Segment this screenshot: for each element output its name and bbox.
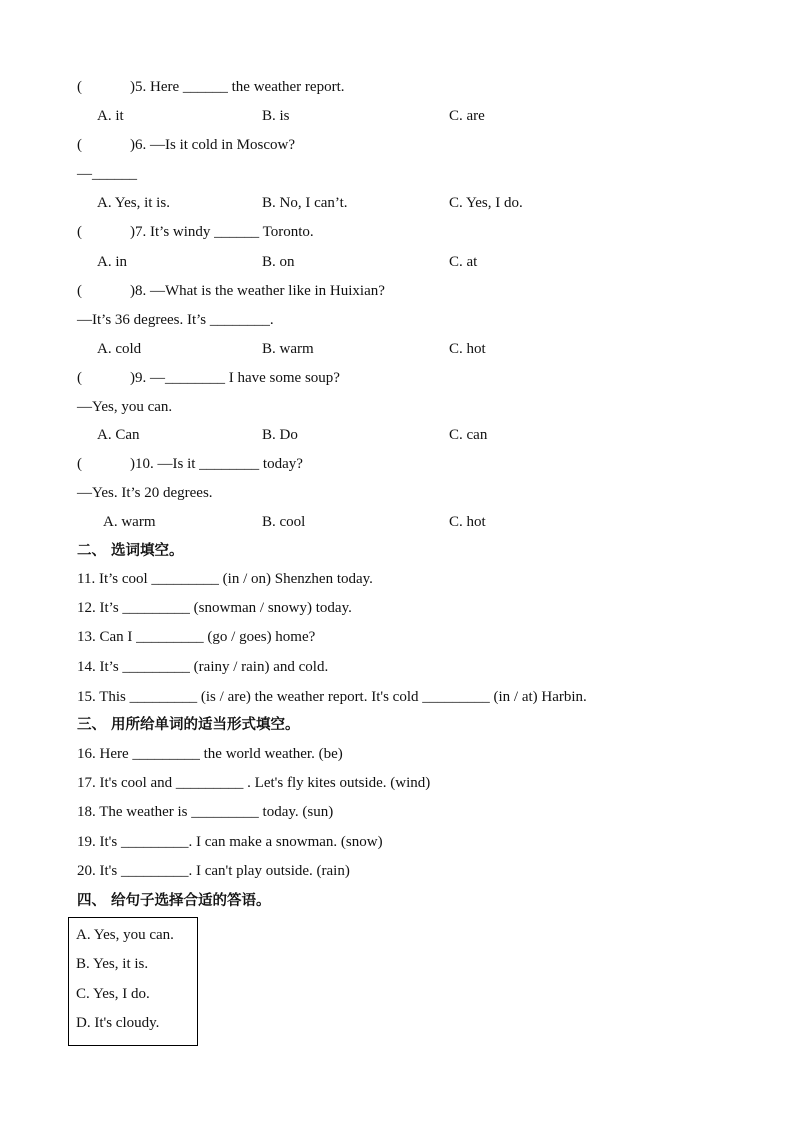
fill-item-text: 16. Here _________ the world weather. (be) (77, 746, 343, 762)
fill-item-15 (0, 687, 800, 707)
fill-item-text: 19. It's _________. I can make a snowman. (snow) (77, 834, 383, 850)
fill-item-13 (0, 627, 800, 647)
fill-item-16 (0, 744, 800, 764)
follow-line (0, 397, 800, 417)
option-c: C. can (449, 427, 488, 443)
options-row (0, 339, 800, 359)
question-text: )5. Here ______ the weather report. (130, 79, 345, 95)
option-a: A. it (97, 108, 124, 124)
answer-bracket: ( (77, 224, 82, 240)
box-option-b (0, 954, 800, 974)
section-2-heading (0, 541, 800, 561)
fill-item-text: 12. It’s _________ (snowman / snowy) today. (77, 600, 352, 616)
section-3-heading (0, 715, 800, 735)
option-c: C. at (449, 254, 478, 270)
fill-item-text: 17. It's cool and _________ . Let's fly kites outside. (wind) (77, 775, 431, 791)
fill-item-11 (0, 569, 800, 589)
option-a: A. warm (103, 514, 156, 530)
fill-item-19 (0, 832, 800, 852)
answer-bracket: ( (77, 137, 82, 153)
fill-item-text: 11. It’s cool _________ (in / on) Shenzhen today. (77, 571, 373, 587)
box-option-text: D. It's cloudy. (76, 1015, 160, 1031)
question-text: )8. —What is the weather like in Huixian? (130, 283, 385, 299)
answer-bracket: ( (77, 283, 82, 299)
option-a: A. in (97, 254, 127, 270)
box-option-text: B. Yes, it is. (76, 956, 149, 972)
follow-text: —Yes. It’s 20 degrees. (77, 485, 213, 501)
fill-item-20 (0, 861, 800, 881)
option-c: C. are (449, 108, 485, 124)
option-c: C. Yes, I do. (449, 195, 523, 211)
fill-item-text: 13. Can I _________ (go / goes) home? (77, 629, 316, 645)
fill-item-12 (0, 598, 800, 618)
fill-item-text: 14. It’s _________ (rainy / rain) and cold. (77, 659, 329, 675)
options-row (0, 193, 800, 213)
follow-text: —Yes, you can. (77, 399, 173, 415)
fill-item-text: 20. It's _________. I can't play outside. (rain) (77, 863, 350, 879)
question-5 (0, 77, 800, 97)
question-text: )6. —Is it cold in Moscow? (130, 137, 295, 153)
answer-bracket: ( (77, 370, 82, 386)
question-9 (0, 368, 800, 388)
box-option-text: A. Yes, you can. (76, 927, 174, 943)
follow-line (0, 164, 800, 184)
option-b: B. warm (262, 341, 314, 357)
fill-item-14 (0, 657, 800, 677)
follow-text: —______ (77, 166, 137, 182)
section-heading: 三、 用所给单词的适当形式填空。 (77, 717, 300, 733)
option-c: C. hot (449, 514, 486, 530)
fill-item-text: 15. This _________ (is / are) the weather report. It's cold _________ (in / at) Harbin. (77, 689, 587, 705)
option-a: A. cold (97, 341, 142, 357)
section-4-heading (0, 891, 800, 911)
options-row (0, 252, 800, 272)
fill-item-17 (0, 773, 800, 793)
box-option-a (0, 925, 800, 945)
follow-text: —It’s 36 degrees. It’s ________. (77, 312, 274, 328)
question-7 (0, 222, 800, 242)
section-heading: 二、 选词填空。 (77, 543, 184, 559)
box-option-d (0, 1013, 800, 1033)
question-10 (0, 454, 800, 474)
option-a: A. Can (97, 427, 140, 443)
option-c: C. hot (449, 341, 486, 357)
question-6 (0, 135, 800, 155)
question-text: )10. —Is it ________ today? (130, 456, 303, 472)
option-b: B. Do (262, 427, 298, 443)
question-text: )7. It’s windy ______ Toronto. (130, 224, 314, 240)
box-option-text: C. Yes, I do. (76, 986, 150, 1002)
options-row (0, 512, 800, 532)
follow-line (0, 483, 800, 503)
option-b: B. is (262, 108, 290, 124)
options-row (0, 425, 800, 445)
option-b: B. on (262, 254, 295, 270)
fill-item-text: 18. The weather is _________ today. (sun) (77, 804, 334, 820)
option-b: B. cool (262, 514, 306, 530)
answer-bracket: ( (77, 79, 82, 95)
fill-item-18 (0, 802, 800, 822)
option-a: A. Yes, it is. (97, 195, 170, 211)
option-b: B. No, I can’t. (262, 195, 348, 211)
question-text: )9. —________ I have some soup? (130, 370, 340, 386)
section-heading: 四、 给句子选择合适的答语。 (77, 893, 271, 909)
options-row (0, 106, 800, 126)
answer-bracket: ( (77, 456, 82, 472)
question-8 (0, 281, 800, 301)
follow-line (0, 310, 800, 330)
box-option-c (0, 984, 800, 1004)
